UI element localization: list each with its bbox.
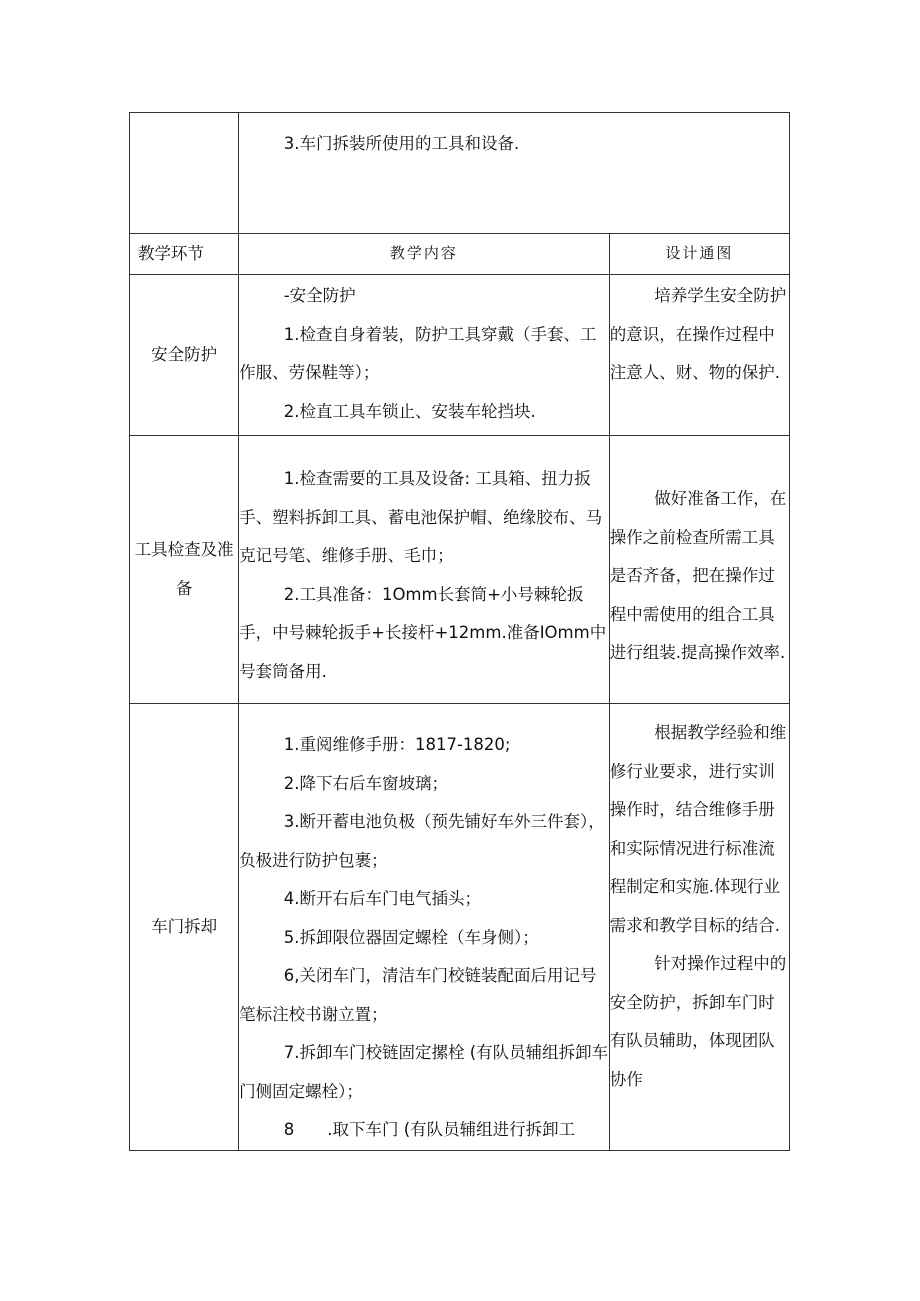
row-tools-design-text: 做好准备工作，在操作之前检查所需工具是否齐备，把在操作过程中需使用的组合工具进行组装.提高操作效率. bbox=[609, 489, 787, 662]
row-tools-design bbox=[609, 436, 789, 704]
top-row bbox=[130, 113, 790, 234]
header-design: 设计通图 bbox=[609, 234, 789, 275]
row-door-content-line: 2.降下右后车窗坡璃； bbox=[283, 773, 448, 793]
row-safety-design-text: 培养学生安全防护的意识，在操作过程中注意人、财、物的保护. bbox=[609, 286, 787, 382]
row-safety-content-line: 2.检直工具车锁止、安装车轮挡块. bbox=[283, 401, 536, 421]
row-tools bbox=[130, 436, 790, 704]
row-door-design-text: 针对操作过程中的安全防护，拆卸车门时有队员辅助，体现团队协作 bbox=[609, 954, 787, 1089]
row-safety-content-line: -安全防护 bbox=[283, 286, 356, 305]
row-safety-design bbox=[609, 275, 789, 436]
row-door-content-line: 7.拆卸车门校链固定摞栓 (有队员辅组拆卸车门侧固定螺栓）； bbox=[239, 1043, 609, 1101]
row-safety bbox=[130, 275, 790, 436]
row-tools-content-line: 1.检查需要的工具及设备: 工具箱、扭力扳手、塑料拆卸工具、蓄电池保护帽、绝缘胶布、马克记号笔、维修手册、毛巾； bbox=[239, 469, 603, 565]
row-door-content-line: 4.断开右后车门电气插头； bbox=[283, 889, 481, 908]
top-row-content-text: 3.车门拆装所使用的工具和设备. bbox=[283, 134, 520, 153]
row-door-content bbox=[239, 704, 610, 1151]
row-tools-stage: 工具检查及准备 bbox=[130, 436, 239, 704]
header-stage: 教学环节 bbox=[130, 234, 239, 275]
row-door-content-line: 6,关闭车门，清洁车门校链装配面后用记号笔标注校书谢立置； bbox=[239, 966, 597, 1024]
row-door-design bbox=[609, 704, 789, 1151]
row-safety-stage: 安全防护 bbox=[130, 275, 239, 436]
header-content: 教学内容 bbox=[239, 234, 610, 275]
top-row-content-cell bbox=[239, 113, 790, 234]
row-door-content-line: 5.拆卸限位器固定螺栓（车身侧）； bbox=[283, 927, 539, 947]
row-door-content-line: 8 .取下车门 (有队员辅组进行拆卸工 bbox=[283, 1120, 576, 1139]
row-door-content-line: 1.重阅维修手册：1817-1820; bbox=[283, 735, 511, 754]
row-door-removal bbox=[130, 704, 790, 1151]
row-tools-content bbox=[239, 436, 610, 704]
row-door-design-text: 根据教学经验和维修行业要求，进行实训操作时，结合维修手册和实际情况进行标准流程制定和实施.体现行业需求和教学目标的结合. bbox=[609, 723, 787, 935]
row-door-content-line: 3.断开蓄电池负极（预先铺好车外三件套），负极进行防护包裹； bbox=[239, 812, 605, 870]
lesson-plan-table bbox=[129, 112, 790, 1151]
row-tools-content-line: 2.工具准备：1Omm长套筒+小号棘轮扳手，中号棘轮扳手+长接杆+12mm.准备IOmm中号套筒备用. bbox=[239, 584, 607, 681]
row-safety-content-line: 1.检查自身着装，防护工具穿戴（手套、工作服、劳保鞋等）； bbox=[239, 324, 597, 382]
row-door-stage: 车门拆却 bbox=[130, 704, 239, 1151]
row-safety-content bbox=[239, 275, 610, 436]
top-row-stage-cell bbox=[130, 113, 239, 234]
header-row bbox=[130, 234, 790, 275]
